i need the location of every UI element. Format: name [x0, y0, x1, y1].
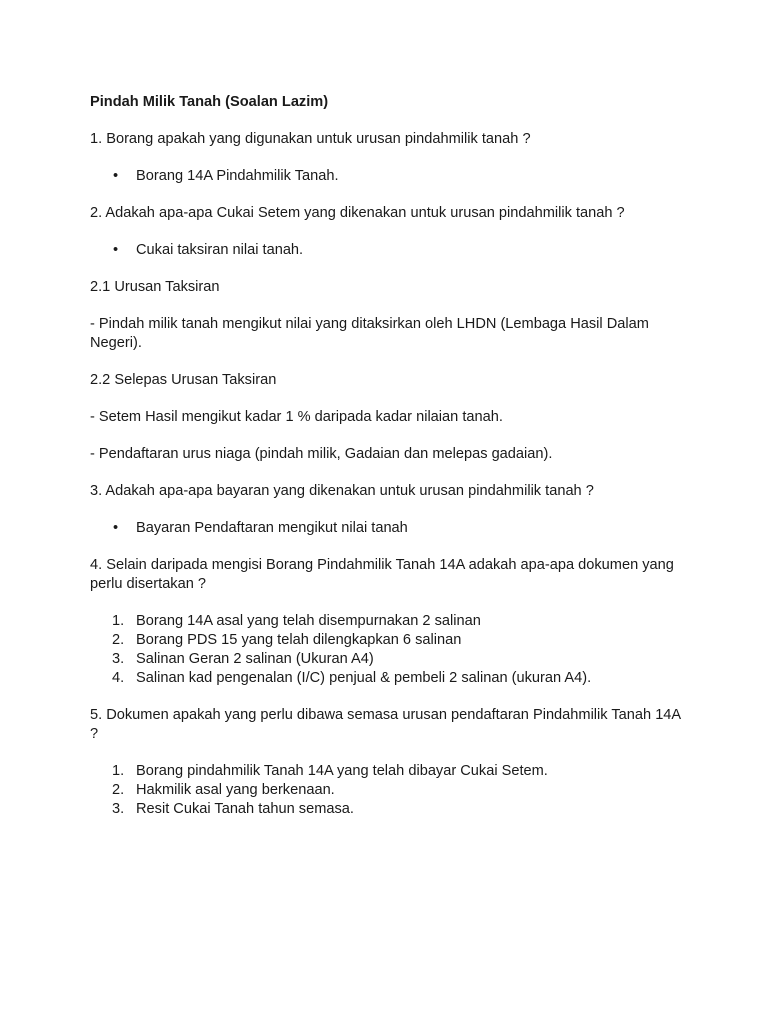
answer-2-list: [90, 241, 690, 260]
item-number: 2.: [112, 782, 125, 798]
item-text: Hakmilik asal yang berkenaan.: [136, 782, 335, 798]
item-number: 2.: [112, 632, 125, 648]
item-text: Resit Cukai Tanah tahun semasa.: [136, 801, 354, 817]
section-2-2-line-2: - Pendaftaran urus niaga (pindah milik, Gadaian dan melepas gadaian).: [90, 446, 553, 462]
section-2-2-line-1: - Setem Hasil mengikut kadar 1 % daripada kadar nilaian tanah.: [90, 409, 503, 425]
answer-5-list: [90, 762, 690, 819]
list-item: [90, 631, 690, 650]
list-item: [90, 650, 690, 669]
list-item: [90, 762, 690, 781]
list-item: • Bayaran Pendaftaran mengikut nilai tanah: [90, 519, 690, 538]
list-item: [90, 669, 690, 688]
document-page: [90, 93, 690, 837]
item-number: 4.: [112, 670, 125, 686]
question-5: 5. Dokumen apakah yang perlu dibawa semasa urusan pendaftaran Pindahmilik Tanah 14A ?: [90, 707, 681, 742]
list-item: • Cukai taksiran nilai tanah.: [90, 241, 690, 260]
question-1: 1. Borang apakah yang digunakan untuk urusan pindahmilik tanah ?: [90, 131, 531, 147]
list-item: • Borang 14A Pindahmilik Tanah.: [90, 167, 690, 186]
section-2-1-text: - Pindah milik tanah mengikut nilai yang ditaksirkan oleh LHDN (Lembaga Hasil Dalam Negeri).: [90, 316, 649, 351]
section-2-1-heading: 2.1 Urusan Taksiran: [90, 279, 220, 295]
question-2: 2. Adakah apa-apa Cukai Setem yang dikenakan untuk urusan pindahmilik tanah ?: [90, 205, 625, 221]
item-text: Borang PDS 15 yang telah dilengkapkan 6 salinan: [136, 632, 462, 648]
list-item: [90, 612, 690, 631]
list-item: [90, 800, 690, 819]
section-2-2-heading: 2.2 Selepas Urusan Taksiran: [90, 372, 277, 388]
answer-1-list: [90, 167, 690, 186]
answer-3-list: [90, 519, 690, 538]
item-text: Salinan kad pengenalan (I/C) penjual & pembeli 2 salinan (ukuran A4).: [136, 670, 592, 686]
question-4: 4. Selain daripada mengisi Borang Pindahmilik Tanah 14A adakah apa-apa dokumen yang perlu disertakan ?: [90, 557, 674, 592]
list-item: [90, 781, 690, 800]
answer-4-list: [90, 612, 690, 688]
item-text: Borang pindahmilik Tanah 14A yang telah dibayar Cukai Setem.: [136, 763, 548, 779]
item-number: 1.: [112, 763, 125, 779]
item-text: Borang 14A asal yang telah disempurnakan 2 salinan: [136, 613, 481, 629]
item-number: 3.: [112, 801, 125, 817]
question-3: 3. Adakah apa-apa bayaran yang dikenakan untuk urusan pindahmilik tanah ?: [90, 483, 594, 499]
item-number: 1.: [112, 613, 125, 629]
item-number: 3.: [112, 651, 125, 667]
document-title: Pindah Milik Tanah (Soalan Lazim): [90, 94, 329, 110]
item-text: Salinan Geran 2 salinan (Ukuran A4): [136, 651, 374, 667]
